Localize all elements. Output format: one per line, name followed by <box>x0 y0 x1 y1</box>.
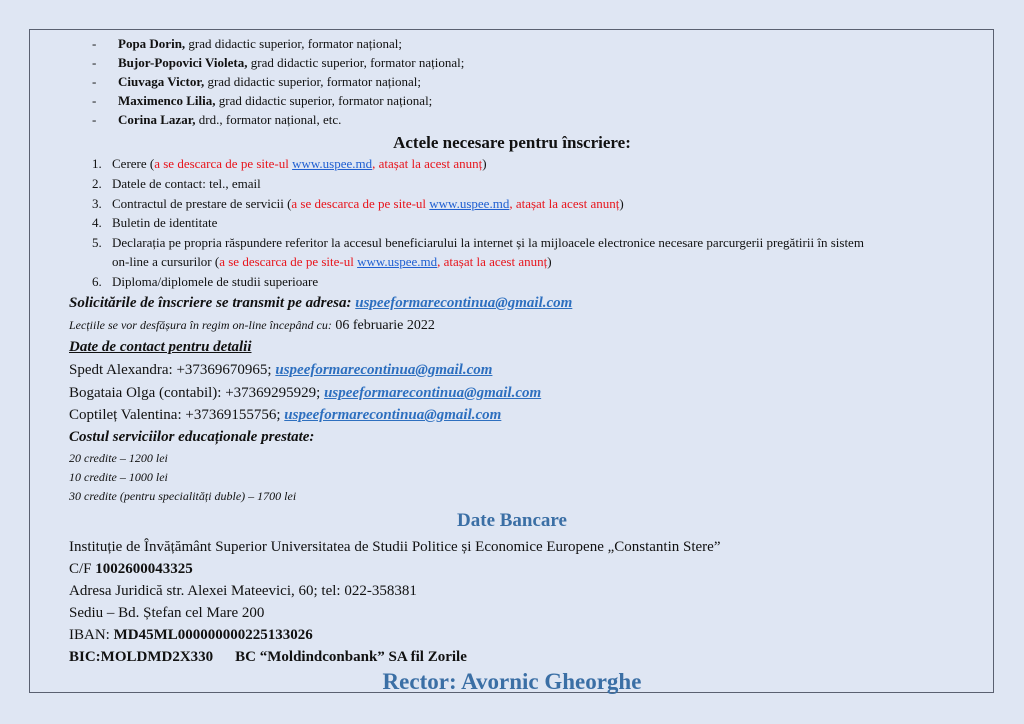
trainer-item: - Maximenco Lilia, grad didactic superior, formator național; <box>92 93 433 108</box>
docs-item-2: 2. Datele de contact: tel., email <box>92 176 261 191</box>
costs-heading: Costul serviciilor educaționale prestate: <box>69 429 315 445</box>
docs-item-3: 3. Contractul de prestare de servicii (a se descarca de pe site-ul www.uspee.md, atașat la acest anunț) <box>92 196 624 211</box>
cost-item: 20 credite – 1200 lei <box>69 451 168 465</box>
bank-seat: Sediu – Bd. Ștefan cel Mare 200 <box>69 605 265 621</box>
trainer-item: - Bujor-Popovici Violeta, grad didactic superior, formator național; <box>92 55 465 70</box>
bank-heading: Date Bancare <box>457 510 567 531</box>
bank-cf: C/F 1002600043325 <box>69 561 193 577</box>
trainer-item: - Ciuvaga Victor, grad didactic superior, formator național; <box>92 74 421 89</box>
contact-item: Bogataia Olga (contabil): +37369295929; uspeeformarecontinua@gmail.com <box>69 385 542 401</box>
bank-iban: IBAN: MD45ML000000000225133026 <box>69 627 313 643</box>
submission-line: Solicitările de înscriere se transmit pe adresa: uspeeformarecontinua@gmail.com <box>69 295 573 311</box>
bank-bic: BIC:MOLDMD2X330 BC “Moldindconbank” SA fil Zorile <box>69 649 467 665</box>
contact-email-link[interactable]: uspeeformarecontinua@gmail.com <box>324 385 542 401</box>
lessons-line: Lecțiile se vor desfășura în regim on-line începând cu: 06 februarie 2022 <box>69 318 435 333</box>
docs-item-1: 1. Cerere (a se descarca de pe site-ul www.uspee.md, atașat la acest anunț) <box>92 156 487 171</box>
bank-institution: Instituție de Învățământ Superior Universitatea de Studii Politice și Economice Europene „Constantin Stere” <box>69 539 721 555</box>
rector-signature-line: Rector: Avornic Gheorghe <box>382 669 642 694</box>
contact-email-link[interactable]: uspeeformarecontinua@gmail.com <box>284 407 502 423</box>
site-link[interactable]: www.uspee.md <box>357 254 438 269</box>
docs-item-4: 4. Buletin de identitate <box>92 215 218 230</box>
contact-item: Coptileț Valentina: +37369155756; uspeeformarecontinua@gmail.com <box>69 407 502 423</box>
site-link[interactable]: www.uspee.md <box>429 196 510 211</box>
bank-address: Adresa Juridică str. Alexei Mateevici, 60; tel: 022-358381 <box>69 583 417 599</box>
site-link[interactable]: www.uspee.md <box>292 156 373 171</box>
cost-item: 10 credite – 1000 lei <box>69 470 168 484</box>
docs-item-6: 6. Diploma/diplomele de studii superioare <box>92 274 319 289</box>
cost-item: 30 credite (pentru specialități duble) – 1700 lei <box>69 489 297 503</box>
contact-email-link[interactable]: uspeeformarecontinua@gmail.com <box>275 362 493 378</box>
submission-email-link[interactable]: uspeeformarecontinua@gmail.com <box>355 295 573 311</box>
contacts-heading: Date de contact pentru detalii <box>69 339 252 355</box>
docs-heading: Actele necesare pentru înscriere: <box>393 133 631 152</box>
trainer-item: - Popa Dorin, grad didactic superior, formator național; <box>92 36 402 51</box>
contact-item: Spedt Alexandra: +37369670965; uspeeformarecontinua@gmail.com <box>69 362 493 378</box>
trainer-item: - Corina Lazar, drd., formator național, etc. <box>92 112 342 127</box>
docs-item-5: 5. Declarația pe propria răspundere referitor la accesul beneficiarului la internet și la mijloacele electronice necesare parcurgerii pregătirii în sistem <box>92 235 864 250</box>
docs-item-5-cont: on-line a cursurilor (a se descarca de pe site-ul www.uspee.md, atașat la acest anunț) <box>112 254 552 269</box>
